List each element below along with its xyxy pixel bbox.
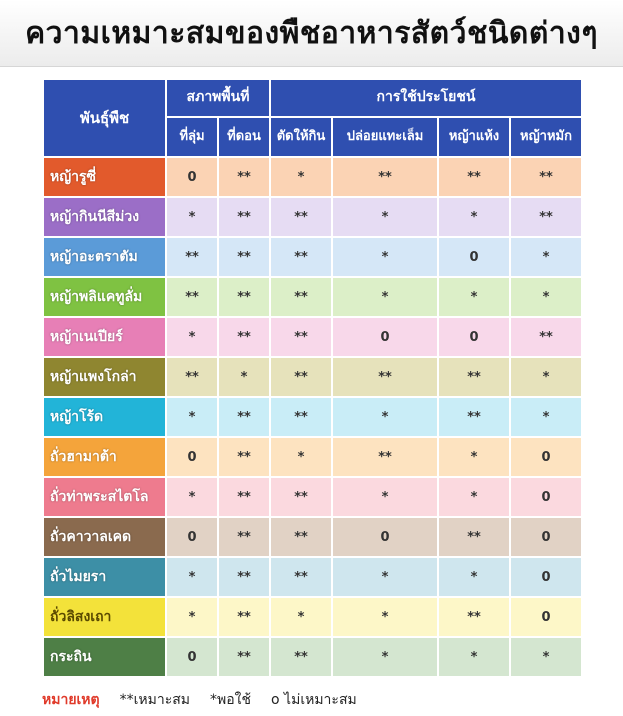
column-header-upland: ที่ดอน (219, 118, 269, 156)
plant-name: หญ้ากินนีสีม่วง (44, 198, 165, 236)
rating-cell: ** (271, 638, 331, 676)
rating-cell: * (333, 198, 437, 236)
table-row (44, 358, 581, 396)
table-row (44, 238, 581, 276)
rating-cell: 0 (511, 438, 581, 476)
rating-cell: ** (271, 198, 331, 236)
rating-cell: 0 (333, 518, 437, 556)
column-header-grazing: ปล่อยแทะเล็ม (333, 118, 437, 156)
rating-cell: 0 (511, 478, 581, 516)
rating-cell: * (511, 398, 581, 436)
rating-cell: ** (219, 478, 269, 516)
rating-cell: * (271, 438, 331, 476)
rating-cell: ** (271, 398, 331, 436)
legend-title: หมายเหตุ (42, 692, 100, 708)
legend-item-fair: *พอใช้ (210, 692, 252, 708)
rating-cell: * (333, 278, 437, 316)
plant-name: หญ้าโร้ด (44, 398, 165, 436)
table-row (44, 598, 581, 636)
table-row (44, 638, 581, 676)
rating-cell: ** (219, 318, 269, 356)
rating-cell: * (333, 638, 437, 676)
rating-cell: * (167, 198, 217, 236)
rating-cell: ** (219, 558, 269, 596)
legend-item-unsuitable: o ไม่เหมาะสม (271, 692, 357, 708)
area-group-header: สภาพพื้นที่ (167, 80, 269, 116)
rating-cell: * (167, 598, 217, 636)
plant-name: หญ้าพลิแคทูลั่ม (44, 278, 165, 316)
use-group-header: การใช้ประโยชน์ (271, 80, 581, 116)
table-row (44, 278, 581, 316)
column-header-cut-feed: ตัดให้กิน (271, 118, 331, 156)
rating-cell: * (167, 398, 217, 436)
rating-cell: ** (439, 598, 509, 636)
rating-cell: * (439, 438, 509, 476)
rating-cell: * (511, 358, 581, 396)
rating-cell: * (511, 638, 581, 676)
rating-cell: 0 (439, 238, 509, 276)
rating-cell: * (219, 358, 269, 396)
table-row (44, 198, 581, 236)
table-row (44, 438, 581, 476)
plant-name: หญ้ารูซี่ (44, 158, 165, 196)
legend (42, 688, 357, 712)
table-row (44, 398, 581, 436)
rating-cell: * (167, 558, 217, 596)
rating-cell: ** (439, 358, 509, 396)
rating-cell: * (333, 238, 437, 276)
plant-column-header: พันธุ์พืช (44, 80, 165, 156)
rating-cell: * (439, 558, 509, 596)
table-row (44, 158, 581, 196)
rating-cell: 0 (439, 318, 509, 356)
rating-cell: * (333, 398, 437, 436)
rating-cell: 0 (167, 638, 217, 676)
rating-cell: 0 (167, 438, 217, 476)
rating-cell: 0 (167, 158, 217, 196)
plant-name: ถั่วท่าพระสไตโล (44, 478, 165, 516)
plant-name: หญ้าเนเปียร์ (44, 318, 165, 356)
suitability-table (42, 78, 583, 678)
rating-cell: * (511, 278, 581, 316)
rating-cell: 0 (511, 598, 581, 636)
rating-cell: ** (271, 278, 331, 316)
plant-name: ถั่วไมยรา (44, 558, 165, 596)
rating-cell: * (333, 598, 437, 636)
column-header-hay: หญ้าแห้ง (439, 118, 509, 156)
rating-cell: * (511, 238, 581, 276)
rating-cell: ** (271, 518, 331, 556)
page-title: ความเหมาะสมของพืชอาหารสัตว์ชนิดต่างๆ (0, 0, 623, 67)
rating-cell: ** (167, 278, 217, 316)
rating-cell: ** (439, 398, 509, 436)
plant-name: ถั่วลิสงเถา (44, 598, 165, 636)
table-row (44, 478, 581, 516)
rating-cell: ** (271, 558, 331, 596)
rating-cell: * (271, 598, 331, 636)
rating-cell: 0 (333, 318, 437, 356)
rating-cell: 0 (167, 518, 217, 556)
rating-cell: ** (439, 518, 509, 556)
rating-cell: ** (511, 158, 581, 196)
rating-cell: * (167, 318, 217, 356)
rating-cell: ** (271, 478, 331, 516)
rating-cell: ** (219, 238, 269, 276)
rating-cell: ** (219, 518, 269, 556)
plant-name: ถั่วฮามาต้า (44, 438, 165, 476)
rating-cell: * (167, 478, 217, 516)
rating-cell: ** (219, 158, 269, 196)
table-row (44, 318, 581, 356)
legend-item-suitable: **เหมาะสม (119, 692, 191, 708)
rating-cell: ** (271, 358, 331, 396)
rating-cell: ** (333, 438, 437, 476)
plant-name: หญ้าอะตราตัม (44, 238, 165, 276)
rating-cell: * (439, 198, 509, 236)
rating-cell: ** (219, 278, 269, 316)
rating-cell: ** (333, 358, 437, 396)
rating-cell: ** (511, 198, 581, 236)
rating-cell: * (333, 558, 437, 596)
plant-name: กระถิน (44, 638, 165, 676)
rating-cell: * (439, 638, 509, 676)
rating-cell: ** (167, 238, 217, 276)
rating-cell: ** (271, 318, 331, 356)
table-row (44, 558, 581, 596)
rating-cell: ** (219, 198, 269, 236)
rating-cell: ** (219, 398, 269, 436)
rating-cell: * (439, 478, 509, 516)
column-header-silage: หญ้าหมัก (511, 118, 581, 156)
rating-cell: * (333, 478, 437, 516)
column-header-lowland: ที่ลุ่ม (167, 118, 217, 156)
rating-cell: * (439, 278, 509, 316)
plant-name: ถั่วคาวาลเคด (44, 518, 165, 556)
rating-cell: ** (219, 598, 269, 636)
rating-cell: ** (219, 638, 269, 676)
rating-cell: ** (333, 158, 437, 196)
rating-cell: ** (271, 238, 331, 276)
rating-cell: 0 (511, 518, 581, 556)
plant-name: หญ้าแพงโกล่า (44, 358, 165, 396)
rating-cell: ** (219, 438, 269, 476)
rating-cell: ** (167, 358, 217, 396)
table-row (44, 518, 581, 556)
rating-cell: * (271, 158, 331, 196)
rating-cell: ** (439, 158, 509, 196)
rating-cell: ** (511, 318, 581, 356)
rating-cell: 0 (511, 558, 581, 596)
